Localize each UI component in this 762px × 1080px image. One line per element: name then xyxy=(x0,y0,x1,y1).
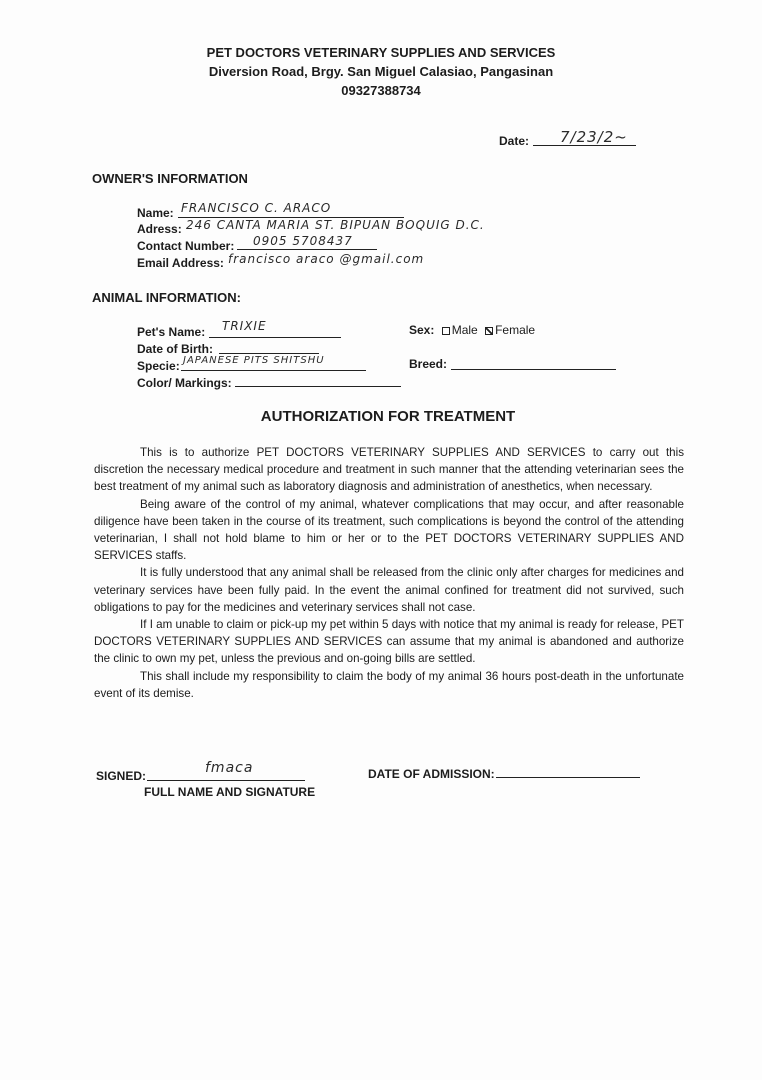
business-address: Diversion Road, Brgy. San Miguel Calasiao, Pangasinan xyxy=(208,64,554,79)
pet-name-label: Pet's Name: xyxy=(137,325,206,339)
pet-name-value[interactable]: TRIXIE xyxy=(222,319,267,333)
dob-line[interactable] xyxy=(219,353,319,354)
species-label: Specie: xyxy=(137,359,180,373)
species-value[interactable]: JAPANESE PITS SHITSHU xyxy=(183,355,325,366)
owner-name-value[interactable]: FRANCISCO C. ARACO xyxy=(181,201,332,215)
date-value[interactable]: 7/23/2~ xyxy=(560,128,628,146)
authorization-body xyxy=(94,444,684,702)
female-checkbox[interactable] xyxy=(485,327,493,335)
paragraph-1: This is to authorize PET DOCTORS VETERINARY SUPPLIES AND SERVICES to carry out this discretion the necessary medical procedure and treatment in such manner that the attending veterinarian sees the best treatment of my animal such as laboratory diagnosis and administration of anesthetics, when necessary. xyxy=(94,446,684,494)
admission-line[interactable] xyxy=(496,777,640,778)
business-phone: 09327388734 xyxy=(341,83,421,98)
male-checkbox[interactable] xyxy=(442,327,450,335)
color-label: Color/ Markings: xyxy=(137,376,232,390)
admission-label: DATE OF ADMISSION: xyxy=(368,767,495,781)
owner-contact-label: Contact Number: xyxy=(137,239,235,253)
business-name: PET DOCTORS VETERINARY SUPPLIES AND SERVICES xyxy=(206,45,556,60)
breed-line[interactable] xyxy=(451,369,616,370)
owner-section-title: OWNER'S INFORMATION xyxy=(92,171,248,186)
animal-section-title: ANIMAL INFORMATION: xyxy=(92,290,241,305)
species-line xyxy=(181,370,366,371)
owner-email-value[interactable]: francisco araco @gmail.com xyxy=(228,252,425,266)
signature-value[interactable]: fmaca xyxy=(205,760,254,776)
owner-address-label: Adress: xyxy=(137,222,182,236)
date-label: Date: xyxy=(499,134,530,148)
authorization-title: AUTHORIZATION FOR TREATMENT xyxy=(260,408,516,425)
owner-contact-value[interactable]: 0905 5708437 xyxy=(253,234,353,248)
dob-label: Date of Birth: xyxy=(137,342,213,356)
owner-email-label: Email Address: xyxy=(137,256,224,270)
female-label: Female xyxy=(495,323,536,337)
paragraph-4: If I am unable to claim or pick-up my pet within 5 days with notice that my animal is ready for release, PET DOCTORS VETERINARY SUPPLIES AND SERVICES can assume that my animal is abandoned and authorize the clinic to own my pet, unless the previous and on-going bills are settled. xyxy=(94,618,684,666)
full-name-label: FULL NAME AND SIGNATURE xyxy=(144,785,316,799)
color-line[interactable] xyxy=(235,386,401,387)
owner-address-value[interactable]: 246 CANTA MARIA ST. BIPUAN BOQUIG D.C. xyxy=(186,218,485,232)
paragraph-2: Being aware of the control of my animal, whatever complications that may occur, and after reasonable diligence have been taken in the course of its treatment, such complications is beyond the control of the attending veterinarian, I shall not hold blame to him or her or to the PET DOCTORS VETERINARY SUPPLIES AND SERVICES staffs. xyxy=(94,497,684,563)
paragraph-3: It is fully understood that any animal shall be released from the clinic only after charges for medicines and veterinary services have been fully paid. In the event the animal confined for treatment did not survived, such obligations to pay for the medicines and veterinary services shall not case. xyxy=(94,566,684,614)
breed-label: Breed: xyxy=(409,357,448,371)
male-label: Male xyxy=(451,323,478,337)
pet-name-line xyxy=(209,337,341,338)
sex-field xyxy=(409,323,535,337)
signed-label: SIGNED: xyxy=(96,769,147,783)
paragraph-5: This shall include my responsibility to claim the body of my animal 36 hours post-death in the unfortunate event of its demise. xyxy=(94,669,684,700)
signature-line xyxy=(147,780,305,781)
sex-label: Sex: xyxy=(409,323,435,337)
owner-name-label: Name: xyxy=(137,206,174,220)
owner-contact-line xyxy=(237,249,377,250)
